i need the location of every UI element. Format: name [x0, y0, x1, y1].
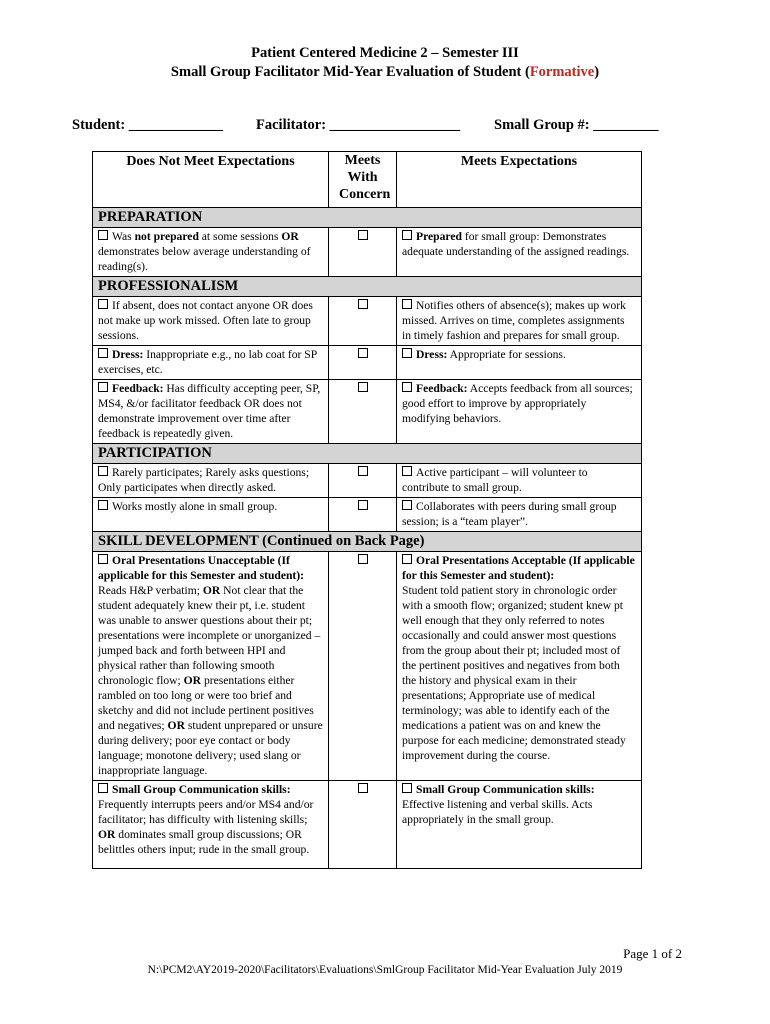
criterion-not-met: If absent, does not contact anyone OR does not make up work missed. Often late to group sessions. — [93, 297, 329, 346]
criterion-met: Dress: Appropriate for sessions. — [397, 346, 642, 380]
form-title: Patient Centered Medicine 2 – Semester III — [251, 45, 519, 61]
evaluation-table — [92, 151, 642, 869]
form-subtitle — [0, 64, 770, 81]
criterion-concern — [329, 498, 397, 532]
table-row — [93, 346, 642, 380]
table-row — [93, 498, 642, 532]
checkbox[interactable] — [358, 348, 368, 358]
section-participation — [93, 444, 642, 464]
section-preparation — [93, 208, 642, 228]
column-header-meets-with-concern: Meets With Concern — [329, 152, 397, 208]
subtitle-suffix: ) — [594, 64, 600, 80]
criterion-not-met: Feedback: Has difficulty accepting peer, SP, MS4, &/or facilitator feedback OR does not demonstrate improvement over time after feedback is repeatedly given. — [93, 380, 329, 444]
checkbox[interactable] — [402, 382, 412, 392]
column-header-does-not-meet: Does Not Meet Expectations — [93, 152, 329, 208]
criterion-not-met: Small Group Communication skills: Frequently interrupts peers and/or MS4 and/or facilitator; has difficulty with listening skills; OR dominates small group discussions; OR belittles others input; rude in the small group. — [93, 781, 329, 869]
criterion-not-met: Works mostly alone in small group. — [93, 498, 329, 532]
checkbox[interactable] — [98, 466, 108, 476]
section-title: PREPARATION — [93, 208, 642, 228]
criterion-concern — [329, 346, 397, 380]
checkbox[interactable] — [358, 230, 368, 240]
checkbox[interactable] — [358, 783, 368, 793]
criterion-not-met: Oral Presentations Unacceptable (If applicable for this Semester and student): Reads H&P verbatim; OR Not clear that the student adequately knew their pt, i.e. student was unable to answer questions about their pt; presentations were incomplete or unorganized – jumped back and forth between HPI and physical rather than following smooth chronologic flow; OR presentations either rambled on too long or were too brief and sketchy and did not include pertinent positives and negatives; OR student unprepared or unsure during delivery; poor eye contact or body language; monotone delivery; used slang or inappropriate language. — [93, 552, 329, 781]
checkbox[interactable] — [402, 299, 412, 309]
checkbox[interactable] — [402, 348, 412, 358]
checkbox[interactable] — [98, 783, 108, 793]
file-path: N:\PCM2\AY2019-2020\Facilitators\Evaluations\SmlGroup Facilitator Mid-Year Evaluation July 2019 — [147, 964, 623, 976]
checkbox[interactable] — [358, 466, 368, 476]
checkbox[interactable] — [402, 230, 412, 240]
table-row — [93, 228, 642, 277]
criterion-concern — [329, 781, 397, 869]
checkbox[interactable] — [358, 299, 368, 309]
checkbox[interactable] — [358, 554, 368, 564]
table-row — [93, 552, 642, 781]
section-title: SKILL DEVELOPMENT (Continued on Back Page) — [93, 532, 642, 552]
criterion-met: Active participant – will volunteer to contribute to small group. — [397, 464, 642, 498]
criterion-met: Small Group Communication skills: Effective listening and verbal skills. Acts appropriately in the small group. — [397, 781, 642, 869]
criterion-not-met: Rarely participates; Rarely asks questions; Only participates when directly asked. — [93, 464, 329, 498]
formative-label: Formative — [529, 64, 595, 80]
column-header-meets: Meets Expectations — [397, 152, 642, 208]
page-number: Page 1 of 2 — [623, 946, 682, 961]
checkbox[interactable] — [98, 554, 108, 564]
table-row — [93, 297, 642, 346]
checkbox[interactable] — [358, 500, 368, 510]
checkbox[interactable] — [98, 382, 108, 392]
criterion-concern — [329, 297, 397, 346]
criterion-met: Feedback: Accepts feedback from all sources; good effort to improve by appropriately modifying behaviors. — [397, 380, 642, 444]
criterion-met: Oral Presentations Acceptable (If applicable for this Semester and student): Student told patient story in chronologic order with a smooth flow; organized; student knew pt well enough that they only referred to notes occasionally and could answer most questions from the group about their pt; included most of the pertinent positives and negatives from both the history and physical exam in their presentations; Appropriate use of medical terminology; was able to identify each of the medications a patient was on and knew the purpose for each medicine; demonstrated steady improvement during the course. — [397, 552, 642, 781]
criterion-met: Collaborates with peers during small group session; is a “team player”. — [397, 498, 642, 532]
criterion-concern — [329, 228, 397, 277]
small-group-field[interactable]: Small Group #: _________ — [494, 117, 659, 133]
info-fields — [72, 117, 672, 137]
facilitator-field[interactable]: Facilitator: __________________ — [256, 117, 461, 133]
checkbox[interactable] — [98, 299, 108, 309]
criterion-not-met: Was not prepared at some sessions OR demonstrates below average understanding of reading(s). — [93, 228, 329, 277]
student-field[interactable]: Student: _____________ — [72, 117, 224, 133]
criterion-met: Prepared for small group: Demonstrates adequate understanding of the assigned readings. — [397, 228, 642, 277]
section-title: PARTICIPATION — [93, 444, 642, 464]
checkbox[interactable] — [402, 783, 412, 793]
criterion-met: Notifies others of absence(s); makes up work missed. Arrives on time, completes assignments in timely fashion and prepares for small group. — [397, 297, 642, 346]
subtitle-prefix: Small Group Facilitator Mid-Year Evaluation of Student ( — [170, 64, 530, 80]
checkbox[interactable] — [402, 500, 412, 510]
checkbox[interactable] — [98, 500, 108, 510]
table-row — [93, 464, 642, 498]
checkbox[interactable] — [402, 466, 412, 476]
section-professionalism — [93, 277, 642, 297]
checkbox[interactable] — [98, 230, 108, 240]
checkbox[interactable] — [98, 348, 108, 358]
criterion-concern — [329, 380, 397, 444]
criterion-concern — [329, 552, 397, 781]
column-header-row — [93, 152, 642, 208]
checkbox[interactable] — [358, 382, 368, 392]
checkbox[interactable] — [402, 554, 412, 564]
section-skill-development — [93, 532, 642, 552]
table-row — [93, 380, 642, 444]
criterion-concern — [329, 464, 397, 498]
section-title: PROFESSIONALISM — [93, 277, 642, 297]
criterion-not-met: Dress: Inappropriate e.g., no lab coat for SP exercises, etc. — [93, 346, 329, 380]
table-row — [93, 781, 642, 869]
